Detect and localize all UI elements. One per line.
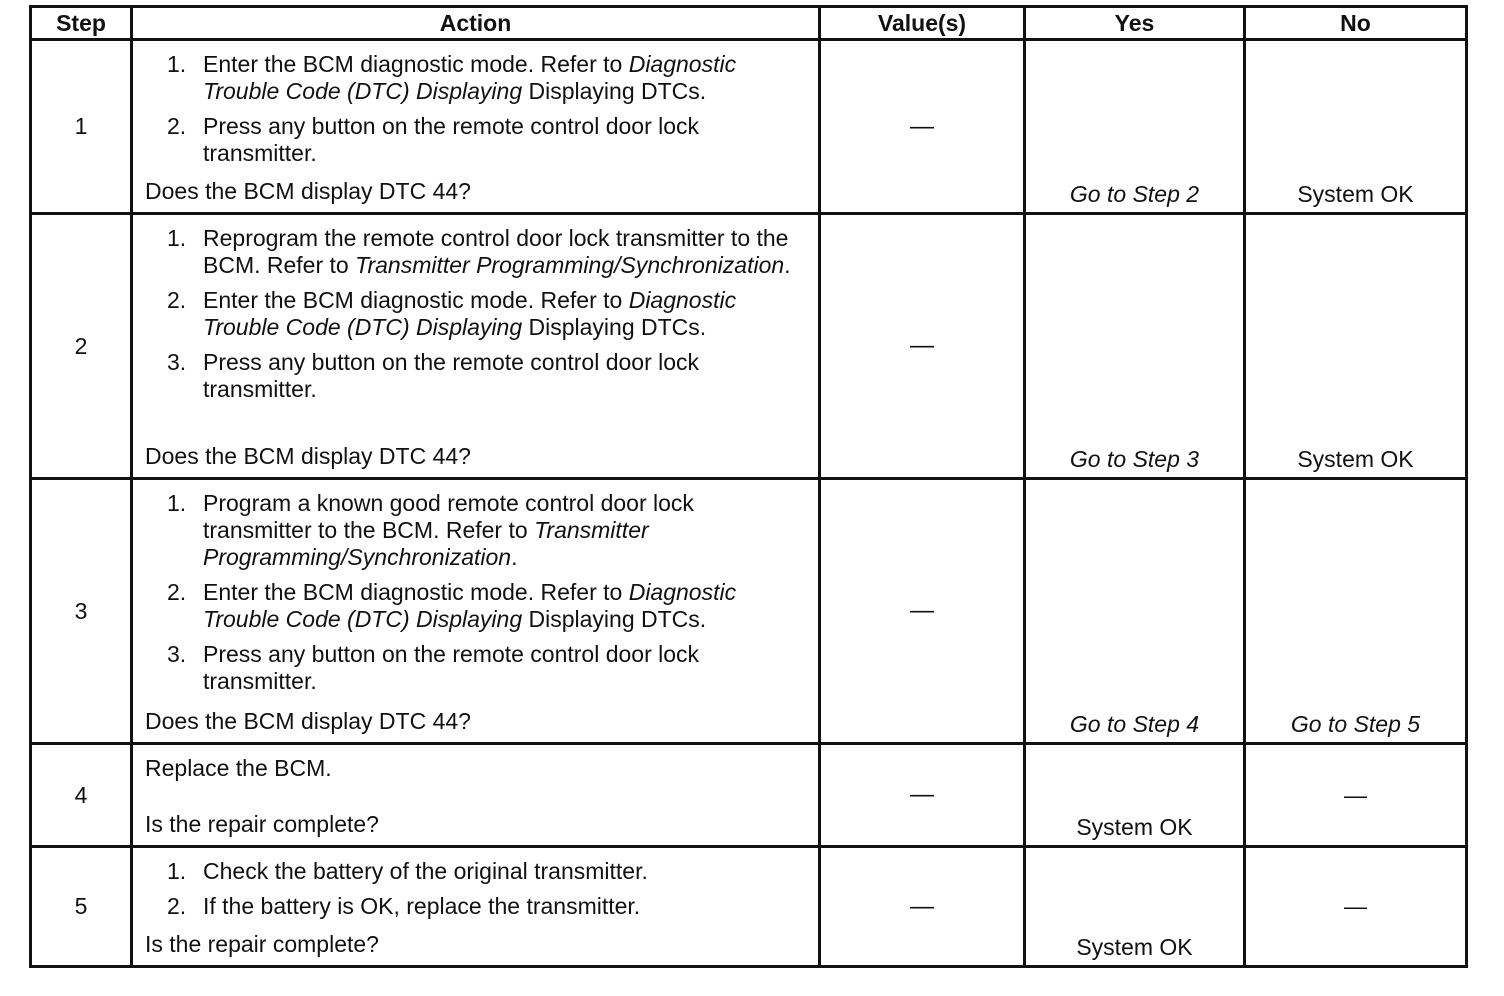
header-row — [31, 7, 1467, 40]
action-question: Does the BCM display DTC 44? — [145, 708, 471, 734]
action-step-number: 3. — [167, 349, 187, 375]
instruction-text: Program a known good remote control door lock transmitter to the BCM. Refer to — [203, 490, 694, 543]
action-cell — [132, 847, 820, 967]
no-result: — — [1245, 744, 1467, 847]
no-result: — — [1245, 847, 1467, 967]
header-no: No — [1245, 7, 1467, 40]
action-steps-list — [145, 858, 808, 920]
action-step-item — [167, 641, 808, 695]
action-question: Is the repair complete? — [145, 811, 379, 837]
table-row — [31, 479, 1467, 744]
step-number: 2 — [31, 214, 132, 479]
header-step: Step — [31, 7, 132, 40]
instruction-text: Displaying DTCs. — [522, 314, 707, 340]
instruction-text: Reprogram the remote control door lock transmitter to the BCM. Refer to — [203, 225, 789, 278]
action-step-number: 1. — [167, 51, 187, 77]
yes-result: Go to Step 2 — [1025, 40, 1245, 214]
step-number: 5 — [31, 847, 132, 967]
no-result: System OK — [1245, 40, 1467, 214]
step-number: 3 — [31, 479, 132, 744]
table-row — [31, 214, 1467, 479]
value-cell: — — [820, 744, 1025, 847]
action-question: Does the BCM display DTC 44? — [145, 178, 471, 204]
value-cell: — — [820, 214, 1025, 479]
instruction-text: Displaying DTCs. — [522, 78, 707, 104]
action-step-item — [167, 893, 808, 920]
value-cell: — — [820, 479, 1025, 744]
table-row — [31, 847, 1467, 967]
action-cell — [132, 214, 820, 479]
instruction-text: Press any button on the remote control door lock transmitter. — [203, 641, 700, 694]
instruction-text: . — [511, 544, 518, 570]
diagnostic-table — [29, 5, 1468, 968]
action-cell — [132, 479, 820, 744]
reference-text: Diagnostic Trouble Code (DTC) Displaying — [203, 51, 737, 104]
action-step-number: 3. — [167, 641, 187, 667]
action-cell — [132, 744, 820, 847]
table-body — [31, 40, 1467, 967]
action-question: Does the BCM display DTC 44? — [145, 443, 471, 469]
action-step-item — [167, 287, 808, 341]
action-step-item — [167, 490, 808, 571]
action-lead: Replace the BCM. — [145, 755, 332, 781]
instruction-text: Press any button on the remote control door lock transmitter. — [203, 113, 700, 166]
header-action: Action — [132, 7, 820, 40]
action-step-number: 2. — [167, 893, 187, 919]
action-steps-list — [145, 225, 808, 403]
action-step-number: 1. — [167, 858, 187, 884]
no-result: System OK — [1245, 214, 1467, 479]
yes-result: System OK — [1025, 744, 1245, 847]
action-steps-list — [145, 51, 808, 167]
table-row — [31, 744, 1467, 847]
instruction-text: If the battery is OK, replace the transmitter. — [203, 893, 641, 919]
action-step-item — [167, 349, 808, 403]
yes-result: System OK — [1025, 847, 1245, 967]
yes-result: Go to Step 3 — [1025, 214, 1245, 479]
action-cell — [132, 40, 820, 214]
action-step-number: 2. — [167, 113, 187, 139]
step-number: 4 — [31, 744, 132, 847]
instruction-text: Displaying DTCs. — [522, 606, 707, 632]
instruction-text: Enter the BCM diagnostic mode. Refer to — [203, 579, 629, 605]
instruction-text: Check the battery of the original transmitter. — [203, 858, 648, 884]
value-cell: — — [820, 847, 1025, 967]
action-step-number: 2. — [167, 287, 187, 313]
value-cell: — — [820, 40, 1025, 214]
action-step-item — [167, 579, 808, 633]
table-row — [31, 40, 1467, 214]
instruction-text: Press any button on the remote control door lock transmitter. — [203, 349, 700, 402]
reference-text: Transmitter Programming/Synchronization — [203, 517, 649, 570]
instruction-text: . — [784, 252, 791, 278]
reference-text: Diagnostic Trouble Code (DTC) Displaying — [203, 287, 737, 340]
header-yes: Yes — [1025, 7, 1245, 40]
instruction-text: Enter the BCM diagnostic mode. Refer to — [203, 51, 629, 77]
no-result: Go to Step 5 — [1245, 479, 1467, 744]
action-steps-list — [145, 490, 808, 695]
step-number: 1 — [31, 40, 132, 214]
reference-text: Diagnostic Trouble Code (DTC) Displaying — [203, 579, 737, 632]
action-step-number: 1. — [167, 490, 187, 516]
instruction-text: Enter the BCM diagnostic mode. Refer to — [203, 287, 629, 313]
action-step-item — [167, 113, 808, 167]
action-question: Is the repair complete? — [145, 931, 379, 957]
action-step-number: 2. — [167, 579, 187, 605]
action-step-item — [167, 51, 808, 105]
action-step-item — [167, 858, 808, 885]
reference-text: Transmitter Programming/Synchronization — [355, 252, 785, 278]
action-step-item — [167, 225, 808, 279]
action-step-number: 1. — [167, 225, 187, 251]
yes-result: Go to Step 4 — [1025, 479, 1245, 744]
header-values: Value(s) — [820, 7, 1025, 40]
